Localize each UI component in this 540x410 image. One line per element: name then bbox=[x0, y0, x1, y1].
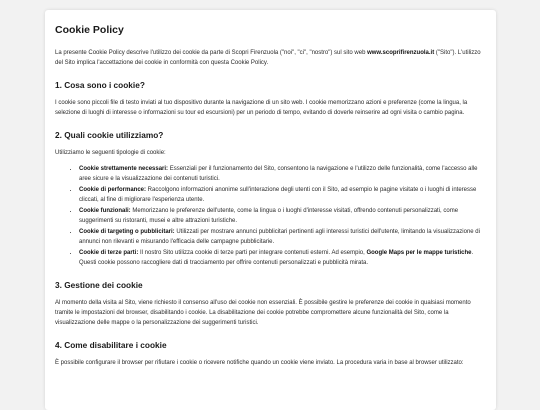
section-3-body: Al momento della visita al Sito, viene richiesto il consenso all'uso dei cookie non essenziali. È possibile gestire le preferenze dei cookie in qualsiasi momento tramite le impostazioni del browser, disabilitando i cookie. La disabilitazione dei cookie potrebbe compromettere alcune funzionalità del Sito, come la visualizzazione delle mappe o la personalizzazione dei suggerimenti turistici. bbox=[55, 300, 471, 326]
list-item-desc: Essenziali per il funzionamento del Sito, consentono la navigazione e l'utilizzo delle funzionalità, come l'accesso alle aree sicure e la visualizzazione dei contenuti turistici. bbox=[79, 166, 478, 182]
site-domain: www.scoprifirenzuola.it bbox=[367, 50, 435, 56]
list-item-term: Cookie strettamente necessari: bbox=[79, 166, 169, 172]
section-1-heading: 1. Cosa sono i cookie? bbox=[55, 80, 145, 90]
section-3-heading: 3. Gestione dei cookie bbox=[55, 280, 143, 290]
list-item-term: Cookie funzionali: bbox=[79, 208, 131, 214]
list-item-desc: Memorizzano le preferenze dell'utente, come la lingua o i luoghi d'interesse visitati, offrendo contenuti personalizzati, come suggerimenti su ristoranti, musei e altre attrazioni turistiche. bbox=[79, 208, 459, 224]
intro-text-1: La presente Cookie Policy descrive l'utilizzo dei cookie da parte di Scopri Firenzuola ("noi", "ci", "nostro") sul sito web bbox=[55, 50, 368, 56]
section-2-lead: Utilizziamo le seguenti tipologie di cookie: bbox=[55, 150, 166, 156]
list-item bbox=[79, 185, 486, 205]
list-item-term: Cookie di terze parti: bbox=[79, 250, 139, 256]
list-item bbox=[79, 227, 486, 247]
list-item-desc-2: . Questi cookie possono raccogliere dati di tracciamento per offrire contenuti personalizzati e pubblicità mirata. bbox=[79, 250, 474, 266]
list-item bbox=[79, 206, 486, 226]
list-item-desc: Raccolgono informazioni anonime sull'interazione degli utenti con il Sito, ad esempio le pagine visitate o i luoghi di interesse cliccati, al fine di migliorare l'esperienza utente. bbox=[79, 187, 477, 203]
cookie-types-list bbox=[55, 164, 486, 268]
google-maps-mention: Google Maps per le mappe turistiche bbox=[366, 250, 472, 256]
page-title: Cookie Policy bbox=[55, 24, 124, 36]
section-2-heading: 2. Quali cookie utilizziamo? bbox=[55, 130, 164, 140]
section-1-body: I cookie sono piccoli file di testo inviati al tuo dispositivo durante la navigazione di un sito web. I cookie memorizzano azioni e preferenze (come la lingua, la selezione di luoghi di interesse o informazioni su tour ed escursioni) per un periodo di tempo, evitando di doverle reinserire ad ogni visita o cambio pagina. bbox=[55, 100, 468, 116]
section-4-body: È possibile configurare il browser per rifiutare i cookie o ricevere notifiche quando un cookie viene inviato. La procedura varia in base al browser utilizzato: bbox=[55, 360, 464, 366]
intro-text-2: ("Sito"). L'utilizzo del Sito implica l'accettazione dei cookie in conformità con questa Cookie Policy. bbox=[55, 50, 481, 66]
section-4-heading: 4. Come disabilitare i cookie bbox=[55, 340, 167, 350]
intro-paragraph bbox=[55, 48, 486, 68]
list-item-desc: Utilizzati per mostrare annunci pubblicitari pertinenti agli interessi turistici dell'utente, limitando la visualizzazione di annunci non rilevanti e misurando l'efficacia delle campagne pubblicitarie. bbox=[79, 229, 480, 245]
list-item bbox=[79, 164, 486, 184]
list-item-term: Cookie di performance: bbox=[79, 187, 147, 193]
list-item-desc: Il nostro Sito utilizza cookie di terze parti per integrare contenuti esterni. Ad esempio, bbox=[138, 250, 367, 256]
policy-card bbox=[45, 10, 496, 410]
list-item-term: Cookie di targeting o pubblicitari: bbox=[79, 229, 175, 235]
list-item bbox=[79, 248, 486, 268]
